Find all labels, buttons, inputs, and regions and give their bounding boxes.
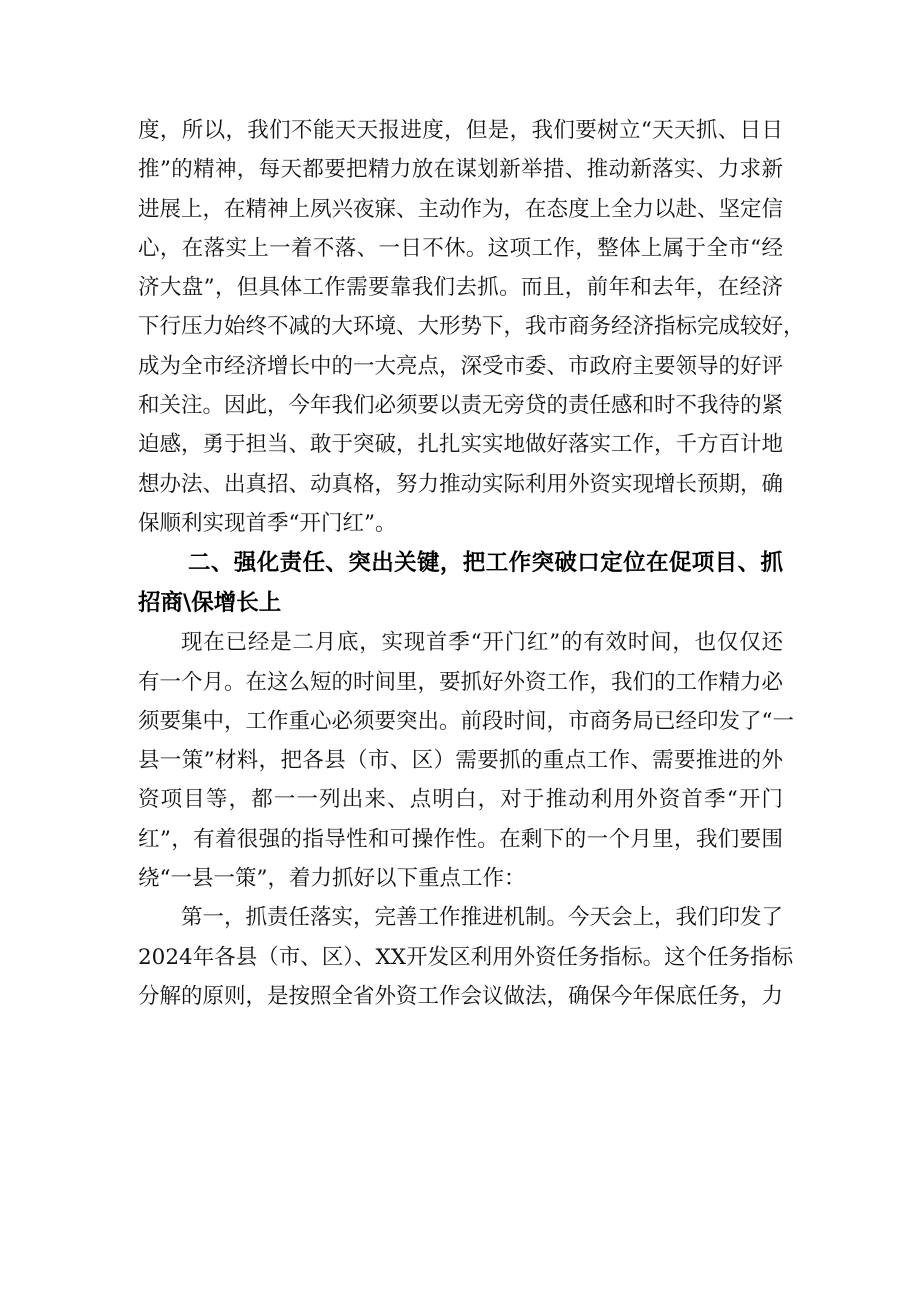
text-line: 保顺利实现首季“开门红”。 [138, 510, 397, 536]
text-line: 下行压力始终不减的大环境、大形势下，我市商务经济指标完成较好， [138, 314, 805, 340]
text-line: 济大盘”，但具体工作需要靠我们去抓。而且，前年和去年，在经济 [138, 275, 783, 301]
paragraph-situation [138, 623, 794, 898]
text-line: 县一策”材料，把各县（市、区）需要抓的重点工作、需要推进的外 [138, 748, 783, 774]
text-line: 资项目等，都一一列出来、点明白，对于推动利用外资首季“开门 [138, 787, 783, 813]
text-line: 和关注。因此，今年我们必须要以责无旁贷的责任感和时不我待的紧 [138, 393, 784, 419]
text-line: 心，在落实上一着不落、一日不休。这项工作，整体上属于全市“经 [138, 235, 783, 261]
text-line: 度，所以，我们不能天天报进度，但是，我们要树立“天天抓、日日 [138, 118, 783, 143]
text-line: 第一，抓责任落实，完善工作推进机制。今天会上，我们印发了 [181, 905, 784, 931]
heading-line: 招商\保增长上 [138, 590, 282, 617]
text-line: 迫感，勇于担当、敢于突破，扎扎实实地做好落实工作，千方百计地 [138, 432, 784, 458]
paragraph-first-task [138, 898, 794, 1016]
text-line: 成为全市经济增长中的一大亮点，深受市委、市政府主要领导的好评 [138, 353, 784, 379]
text-line: 红”，有着很强的指导性和可操作性。在剩下的一个月里，我们要围 [138, 826, 783, 852]
document-body [138, 111, 805, 1016]
text-line: 绕“一县一策”，着力抓好以下重点工作： [138, 866, 526, 892]
text-line: 进展上，在精神上夙兴夜寐、主动作为，在态度上全力以赴、坚定信 [138, 196, 784, 222]
text-line: 有一个月。在这么短的时间里，要抓好外资工作，我们的工作精力必 [138, 669, 784, 695]
text-line: 现在已经是二月底，实现首季“开门红”的有效时间，也仅仅还 [181, 630, 783, 656]
section-heading [138, 543, 783, 623]
text-line: 想办法、出真招、动真格，努力推动实际利用外资实现增长预期，确 [138, 471, 784, 497]
paragraph-continuation [138, 111, 805, 543]
text-line: 推”的精神，每天都要把精力放在谋划新举措、推动新落实、力求新 [138, 157, 783, 183]
heading-line: 二、强化责任、突出关键，把工作突破口定位在促项目、抓 [188, 550, 783, 577]
text-line: 分解的原则，是按照全省外资工作会议做法，确保今年保底任务，力 [138, 983, 784, 1009]
text-line: 2024年各县（市、区）、XX开发区利用外资任务指标。这个任务指标 [138, 944, 794, 970]
text-line: 须要集中，工作重心必须要突出。前段时间，市商务局已经印发了“一 [138, 708, 794, 734]
